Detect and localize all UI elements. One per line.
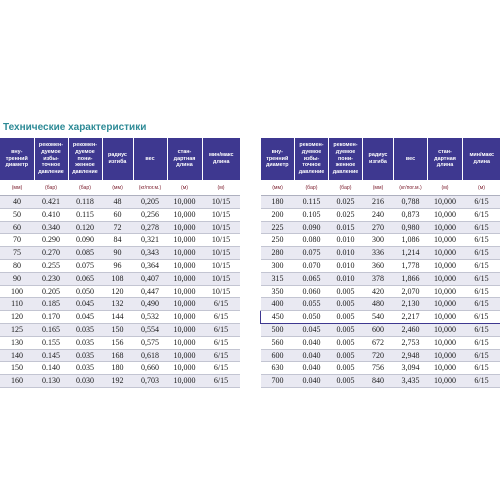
- table-cell: 60: [102, 208, 133, 221]
- table-cell: 10/15: [202, 221, 240, 234]
- table-cell: 10/15: [202, 272, 240, 285]
- unit-label: (бар): [329, 180, 363, 196]
- table-cell: 300: [261, 259, 295, 272]
- table-cell: 315: [261, 272, 295, 285]
- table-row: [0, 247, 240, 260]
- table-cell: 10,000: [428, 298, 463, 311]
- unit-label: (мм): [261, 180, 295, 196]
- unit-label: (мм): [102, 180, 133, 196]
- table-cell: 756: [363, 362, 394, 375]
- table-cell: 0.050: [295, 311, 329, 324]
- header-row: [261, 138, 500, 180]
- table-cell: 10,000: [428, 196, 463, 209]
- unit-label: (м): [167, 180, 202, 196]
- table-cell: 0.035: [68, 323, 102, 336]
- column-header: мин/макс длина: [463, 138, 500, 180]
- table-cell: 0.120: [68, 221, 102, 234]
- table-cell: 0.255: [34, 259, 68, 272]
- table-cell: 0.090: [68, 234, 102, 247]
- table-cell: 6/15: [463, 349, 500, 362]
- table-cell: 280: [261, 247, 295, 260]
- table-cell: 70: [0, 234, 34, 247]
- column-header: радиус изгиба: [363, 138, 394, 180]
- table-cell: 10,000: [167, 362, 202, 375]
- table-cell: 0.070: [295, 259, 329, 272]
- table-cell: 2,460: [394, 323, 428, 336]
- table-cell: 130: [0, 336, 34, 349]
- table-cell: 840: [363, 375, 394, 388]
- table-cell: 0.140: [34, 362, 68, 375]
- table-cell: 480: [363, 298, 394, 311]
- column-header: стан- дартная длина: [167, 138, 202, 180]
- table-cell: 3,435: [394, 375, 428, 388]
- table-cell: 10,000: [428, 247, 463, 260]
- table-cell: 600: [261, 349, 295, 362]
- table-row: [0, 221, 240, 234]
- table-cell: 0.045: [295, 323, 329, 336]
- table-cell: 2,753: [394, 336, 428, 349]
- table-cell: 10,000: [428, 336, 463, 349]
- table-cell: 10/15: [202, 285, 240, 298]
- table-cell: 0.170: [34, 311, 68, 324]
- table-cell: 0.045: [68, 311, 102, 324]
- table-cell: 3,094: [394, 362, 428, 375]
- table-cell: 0,618: [133, 349, 167, 362]
- table-cell: 132: [102, 298, 133, 311]
- table-cell: 10,000: [428, 285, 463, 298]
- table-cell: 0.045: [68, 298, 102, 311]
- table-row: [261, 311, 500, 324]
- table-cell: 200: [261, 208, 295, 221]
- table-cell: 0.005: [329, 311, 363, 324]
- table-row: [0, 285, 240, 298]
- table-cell: 140: [0, 349, 34, 362]
- table-cell: 378: [363, 272, 394, 285]
- table-cell: 350: [261, 285, 295, 298]
- table-cell: 1,086: [394, 234, 428, 247]
- table-cell: 0.005: [329, 285, 363, 298]
- table-cell: 0.155: [34, 336, 68, 349]
- table-cell: 144: [102, 311, 133, 324]
- table-cell: 180: [261, 196, 295, 209]
- table-cell: 216: [363, 196, 394, 209]
- table-cell: 0.035: [68, 349, 102, 362]
- table-cell: 48: [102, 196, 133, 209]
- column-header: вну- тренний диаметр: [261, 138, 295, 180]
- table-cell: 6/15: [463, 247, 500, 260]
- table-cell: 10/15: [202, 259, 240, 272]
- table-cell: 10,000: [167, 311, 202, 324]
- table-cell: 270: [363, 221, 394, 234]
- table-cell: 10,000: [167, 247, 202, 260]
- table-cell: 0,532: [133, 311, 167, 324]
- column-header: вну- тренний диаметр: [0, 138, 34, 180]
- table-cell: 150: [0, 362, 34, 375]
- table-cell: 0,980: [394, 221, 428, 234]
- table-cell: 180: [102, 362, 133, 375]
- table-cell: 250: [261, 234, 295, 247]
- table-cell: 0,788: [394, 196, 428, 209]
- table-cell: 420: [363, 285, 394, 298]
- table-cell: 0,873: [394, 208, 428, 221]
- table-cell: 0.005: [329, 362, 363, 375]
- table-cell: 0,205: [133, 196, 167, 209]
- table-row: [261, 272, 500, 285]
- table-cell: 10,000: [428, 323, 463, 336]
- table-cell: 10,000: [167, 298, 202, 311]
- table-cell: 6/15: [463, 323, 500, 336]
- table-row: [261, 323, 500, 336]
- table-cell: 0.050: [68, 285, 102, 298]
- table-cell: 2,948: [394, 349, 428, 362]
- table-cell: 0.010: [329, 272, 363, 285]
- table-cell: 0.270: [34, 247, 68, 260]
- table-cell: 0,321: [133, 234, 167, 247]
- table-cell: 0.035: [68, 362, 102, 375]
- table-cell: 6/15: [463, 336, 500, 349]
- table-cell: 0.145: [34, 349, 68, 362]
- table-cell: 0.010: [329, 234, 363, 247]
- table-cell: 0,490: [133, 298, 167, 311]
- table-cell: 10/15: [202, 247, 240, 260]
- table-cell: 60: [0, 221, 34, 234]
- unit-label: (бар): [68, 180, 102, 196]
- table-cell: 0.185: [34, 298, 68, 311]
- table-cell: 6/15: [463, 375, 500, 388]
- table-cell: 96: [102, 259, 133, 272]
- table-cell: 600: [363, 323, 394, 336]
- table-cell: 0.065: [68, 272, 102, 285]
- table-cell: 0.040: [295, 375, 329, 388]
- table-row: [261, 298, 500, 311]
- table-cell: 10,000: [167, 259, 202, 272]
- table-row: [0, 336, 240, 349]
- table-cell: 2,130: [394, 298, 428, 311]
- table-cell: 400: [261, 298, 295, 311]
- table-cell: 1,214: [394, 247, 428, 260]
- table-row: [0, 234, 240, 247]
- table-cell: 0.075: [295, 247, 329, 260]
- table-cell: 6/15: [202, 362, 240, 375]
- table-cell: 0.090: [295, 221, 329, 234]
- table-row: [0, 323, 240, 336]
- table-cell: 150: [102, 323, 133, 336]
- table-cell: 6/15: [202, 323, 240, 336]
- table-cell: 10,000: [167, 234, 202, 247]
- unit-label: (м): [463, 180, 500, 196]
- table-cell: 0,278: [133, 221, 167, 234]
- table-cell: 2,217: [394, 311, 428, 324]
- table-cell: 0.075: [68, 259, 102, 272]
- table-cell: 0.080: [295, 234, 329, 247]
- table-cell: 0.410: [34, 208, 68, 221]
- table-cell: 6/15: [463, 196, 500, 209]
- column-header: вес: [394, 138, 428, 180]
- table-cell: 110: [0, 298, 34, 311]
- table-cell: 6/15: [463, 259, 500, 272]
- table-cell: 6/15: [463, 362, 500, 375]
- table-cell: 6/15: [202, 375, 240, 388]
- table-cell: 240: [363, 208, 394, 221]
- table-cell: 6/15: [463, 221, 500, 234]
- table-row: [261, 362, 500, 375]
- table-cell: 1,778: [394, 259, 428, 272]
- table-cell: 0,407: [133, 272, 167, 285]
- table-cell: 0.040: [295, 336, 329, 349]
- table-cell: 0.040: [295, 362, 329, 375]
- table-cell: 360: [363, 259, 394, 272]
- table-row: [261, 247, 500, 260]
- table-cell: 0.010: [329, 259, 363, 272]
- table-cell: 0.040: [295, 349, 329, 362]
- table-cell: 336: [363, 247, 394, 260]
- table-cell: 0,447: [133, 285, 167, 298]
- table-cell: 100: [0, 285, 34, 298]
- table-cell: 75: [0, 247, 34, 260]
- unit-label: (бар): [34, 180, 68, 196]
- table-cell: 540: [363, 311, 394, 324]
- table-cell: 50: [0, 208, 34, 221]
- table-cell: 0.025: [329, 208, 363, 221]
- table-cell: 6/15: [202, 349, 240, 362]
- units-row: [261, 180, 500, 196]
- table-cell: 0.055: [295, 298, 329, 311]
- units-row: [0, 180, 240, 196]
- table-cell: 1,866: [394, 272, 428, 285]
- table-cell: 0.230: [34, 272, 68, 285]
- table-cell: 10,000: [167, 208, 202, 221]
- table-cell: 300: [363, 234, 394, 247]
- spec-table-right: [260, 138, 500, 388]
- table-cell: 10,000: [428, 221, 463, 234]
- table-row: [0, 349, 240, 362]
- table-cell: 192: [102, 375, 133, 388]
- table-row: [0, 208, 240, 221]
- table-row: [0, 298, 240, 311]
- table-cell: 72: [102, 221, 133, 234]
- table-cell: 160: [0, 375, 34, 388]
- table-cell: 0.118: [68, 196, 102, 209]
- table-cell: 108: [102, 272, 133, 285]
- table-cell: 6/15: [463, 272, 500, 285]
- table-cell: 6/15: [463, 298, 500, 311]
- table-cell: 0.130: [34, 375, 68, 388]
- table-cell: 0.205: [34, 285, 68, 298]
- table-cell: 0,575: [133, 336, 167, 349]
- table-cell: 10/15: [202, 208, 240, 221]
- table-cell: 6/15: [463, 311, 500, 324]
- table-cell: 10,000: [167, 272, 202, 285]
- table-cell: 0,660: [133, 362, 167, 375]
- table-cell: 0.165: [34, 323, 68, 336]
- column-header: рекомен- дуемое избы- точное давление: [34, 138, 68, 180]
- table-cell: 10,000: [428, 259, 463, 272]
- table-cell: 0.340: [34, 221, 68, 234]
- table-cell: 10,000: [167, 285, 202, 298]
- table-cell: 0.015: [329, 221, 363, 234]
- table-cell: 120: [0, 311, 34, 324]
- unit-label: (бар): [295, 180, 329, 196]
- column-header: радиус изгиба: [102, 138, 133, 180]
- table-cell: 0.115: [68, 208, 102, 221]
- table-cell: 10/15: [202, 234, 240, 247]
- table-cell: 0.060: [295, 285, 329, 298]
- table-cell: 0.421: [34, 196, 68, 209]
- unit-label: (мм): [363, 180, 394, 196]
- table-cell: 0.005: [329, 298, 363, 311]
- table-cell: 0.115: [295, 196, 329, 209]
- table-row: [0, 272, 240, 285]
- table-cell: 0.105: [295, 208, 329, 221]
- table-cell: 0.005: [329, 323, 363, 336]
- table-cell: 720: [363, 349, 394, 362]
- page-title: Технические характеристики: [3, 122, 147, 133]
- table-cell: 0,364: [133, 259, 167, 272]
- unit-label: (кг/пог.м.): [394, 180, 428, 196]
- table-cell: 84: [102, 234, 133, 247]
- table-row: [261, 221, 500, 234]
- table-cell: 10,000: [167, 349, 202, 362]
- table-cell: 0,343: [133, 247, 167, 260]
- table-cell: 700: [261, 375, 295, 388]
- table-row: [261, 285, 500, 298]
- table-cell: 560: [261, 336, 295, 349]
- table-cell: 225: [261, 221, 295, 234]
- table-cell: 0.025: [329, 196, 363, 209]
- table-row: [261, 259, 500, 272]
- table-row: [261, 336, 500, 349]
- table-cell: 0.085: [68, 247, 102, 260]
- table-cell: 10,000: [167, 375, 202, 388]
- table-row: [0, 362, 240, 375]
- table-cell: 125: [0, 323, 34, 336]
- unit-label: (м): [428, 180, 463, 196]
- table-cell: 80: [0, 259, 34, 272]
- table-cell: 10,000: [428, 234, 463, 247]
- table-row: [261, 349, 500, 362]
- table-cell: 10,000: [428, 349, 463, 362]
- column-header: мин/макс длина: [202, 138, 240, 180]
- table-cell: 0.030: [68, 375, 102, 388]
- table-cell: 10,000: [167, 221, 202, 234]
- table-cell: 0,256: [133, 208, 167, 221]
- table-cell: 10,000: [167, 196, 202, 209]
- column-header: вес: [133, 138, 167, 180]
- table-cell: 6/15: [202, 311, 240, 324]
- table-cell: 0.005: [329, 349, 363, 362]
- header-row: [0, 138, 240, 180]
- table-cell: 10,000: [428, 208, 463, 221]
- table-cell: 10,000: [428, 272, 463, 285]
- table-cell: 6/15: [202, 336, 240, 349]
- table-cell: 2,070: [394, 285, 428, 298]
- table-row: [261, 375, 500, 388]
- table-cell: 156: [102, 336, 133, 349]
- table-cell: 0.010: [329, 247, 363, 260]
- table-cell: 168: [102, 349, 133, 362]
- table-row: [261, 196, 500, 209]
- table-cell: 0.290: [34, 234, 68, 247]
- table-row: [0, 259, 240, 272]
- table-cell: 6/15: [463, 208, 500, 221]
- table-cell: 10,000: [428, 362, 463, 375]
- table-cell: 6/15: [463, 234, 500, 247]
- table-cell: 90: [102, 247, 133, 260]
- table-cell: 0.035: [68, 336, 102, 349]
- table-row: [261, 234, 500, 247]
- table-cell: 0.005: [329, 336, 363, 349]
- table-cell: 500: [261, 323, 295, 336]
- table-cell: 0,554: [133, 323, 167, 336]
- column-header: рекомен- дуемое пони- женное давление: [68, 138, 102, 180]
- unit-label: (м): [202, 180, 240, 196]
- column-header: стан- дартная длина: [428, 138, 463, 180]
- column-header: рекомен- дуемое пони- женное давление: [329, 138, 363, 180]
- table-cell: 10,000: [167, 336, 202, 349]
- table-cell: 10/15: [202, 196, 240, 209]
- table-cell: 0.065: [295, 272, 329, 285]
- unit-label: (кг/пог.м.): [133, 180, 167, 196]
- table-cell: 10,000: [167, 323, 202, 336]
- table-cell: 0,703: [133, 375, 167, 388]
- table-row: [0, 311, 240, 324]
- table-row: [0, 375, 240, 388]
- unit-label: (мм): [0, 180, 34, 196]
- table-cell: 120: [102, 285, 133, 298]
- spec-table-left: [0, 138, 240, 388]
- table-cell: 90: [0, 272, 34, 285]
- table-cell: 40: [0, 196, 34, 209]
- table-cell: 10,000: [428, 311, 463, 324]
- table-cell: 0.005: [329, 375, 363, 388]
- table-cell: 10,000: [428, 375, 463, 388]
- table-cell: 450: [261, 311, 295, 324]
- column-header: рекомен- дуемое избы- точное давление: [295, 138, 329, 180]
- table-cell: 6/15: [463, 285, 500, 298]
- table-row: [0, 196, 240, 209]
- table-cell: 672: [363, 336, 394, 349]
- table-cell: 630: [261, 362, 295, 375]
- table-cell: 6/15: [202, 298, 240, 311]
- table-row: [261, 208, 500, 221]
